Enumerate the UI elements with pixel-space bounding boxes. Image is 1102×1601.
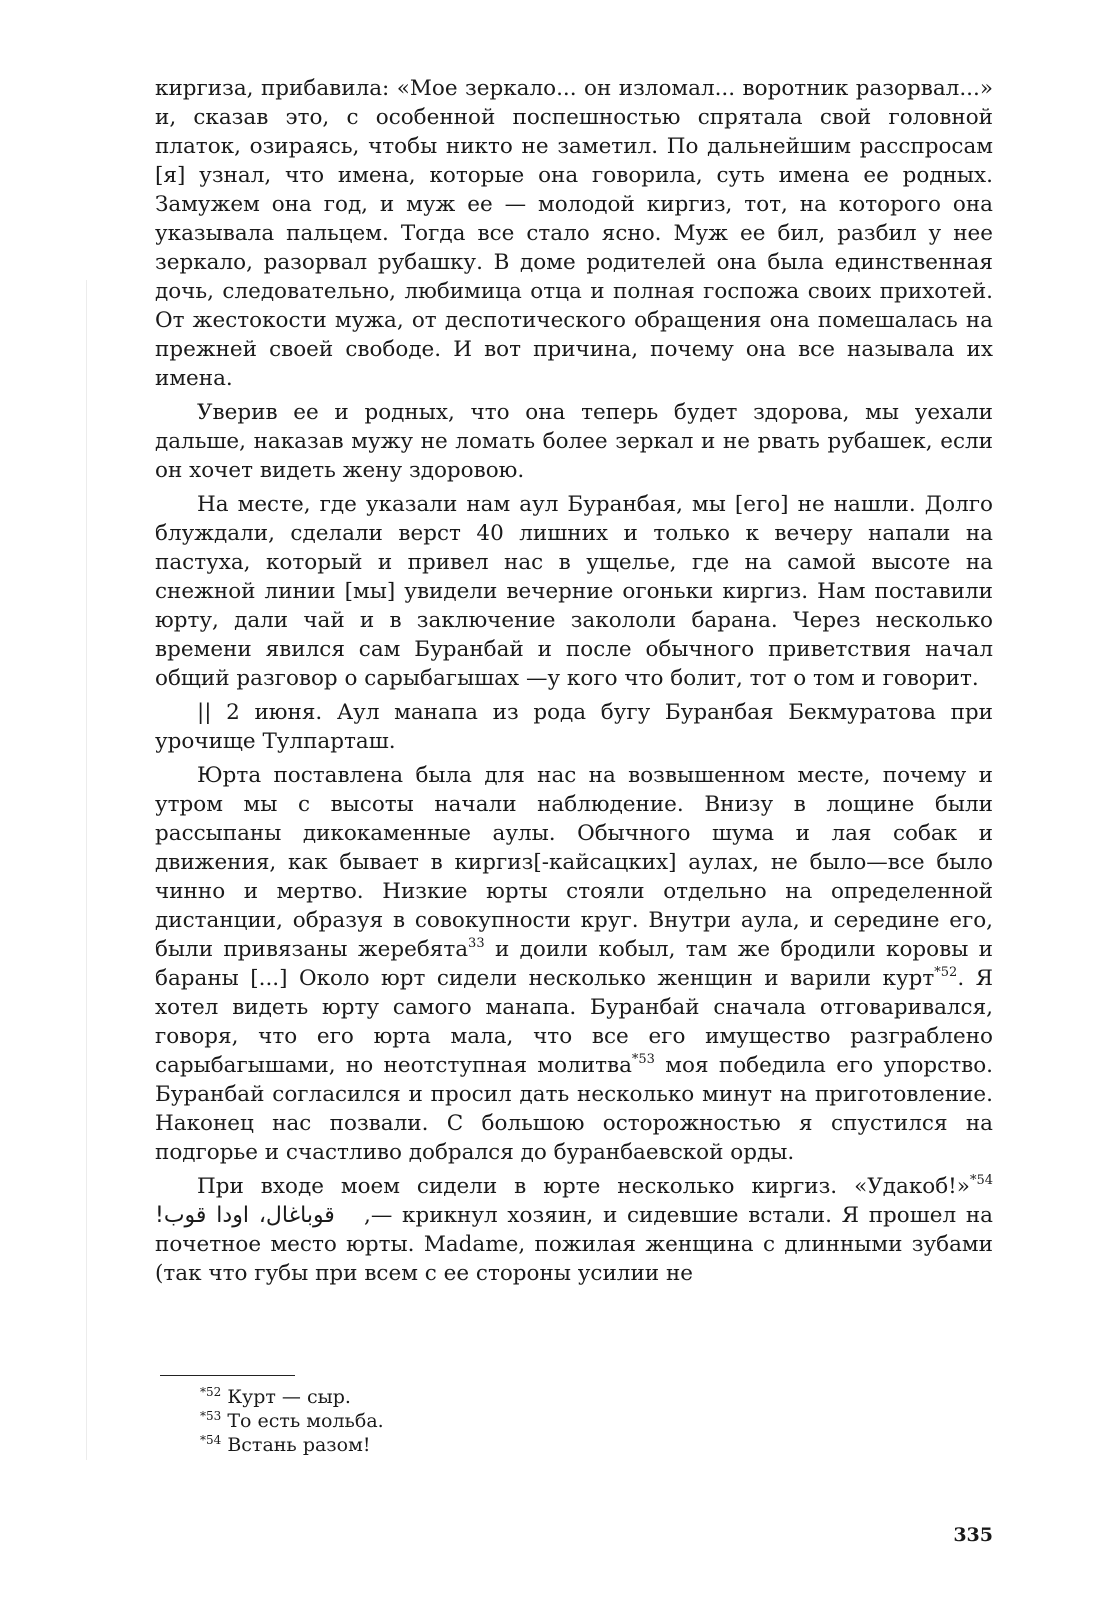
- footnote-54: [200, 1433, 700, 1457]
- paragraph-2: Уверив ее и родных, что она теперь будет здорова, мы уехали дальше, наказав мужу не ломать более зеркал и не рвать рубашек, если он хочет видеть жену здоровою.: [155, 400, 993, 483]
- paragraph-5-part-b: и доили кобыл, там же бродили коровы и бараны [...] Около юрт сидели несколько женщин и варили курт: [155, 937, 993, 991]
- paragraph-6-part-b: ,— крикнул хозяин, и сидевшие встали. Я прошел на почетное место юрты. Madame, пожилая женщина с длинными зубами (так что губы при всем с ее стороны усилии не: [155, 1203, 993, 1286]
- paragraph-1: киргиза, прибавила: «Мое зеркало... он изломал... воротник разорвал...» и, сказав это, с особенной поспешностью спрятала свой головной платок, озираясь, чтобы никто не заметил. По дальнейшим расспросам [я] узнал, что имена, которые она говорила, суть имена ее родных. Замужем она год, и муж ее — молодой киргиз, тот, на которого она указывала пальцем. Тогда все стало ясно. Муж ее бил, разбил у нее зеркало, разорвал рубашку. В доме родителей она была единственная дочь, следовательно, любимица отца и полная госпожа своих прихотей. От жестокости мужа, от деспотического обращения она помешалась на прежней своей свободе. И вот причина, почему она все называла их имена.: [155, 76, 993, 391]
- scan-margin-line: [86, 280, 87, 1460]
- footnote-ref-52: *52: [934, 965, 958, 980]
- paragraph-6-part-a: При входе моем сидели в юрте несколько киргиз. «Удакоб!»: [197, 1174, 970, 1199]
- footnote-52: [200, 1385, 700, 1409]
- paragraph-5-part-c: . Я хотел видеть юрту самого манапа. Буранбай сначала отговаривался, говоря, что его юрта мала, что все его имущество разграблено сарыбагышами, но неотступная молитва: [155, 966, 993, 1078]
- arabic-phrase: قوباغال، اودا قوب!: [155, 1203, 335, 1228]
- footnote-text: Курт — сыр.: [227, 1386, 351, 1408]
- paragraph-5-part-a: Юрта поставлена была для нас на возвышенном месте, почему и утром мы с высоты начали наблюдение. Внизу в лощине были рассыпаны дикокаменные аулы. Обычного шума и лая собак и движения, как бывает в киргиз[-кайсацких] аулах, не было—все было чинно и мертво. Низкие юрты стояли отдельно на определенной дистанции, образуя в совокупности круг. Внутри аула, и середине его, были привязаны жеребята: [155, 763, 993, 962]
- footnote-ref-53: *53: [631, 1052, 655, 1067]
- page-number: 335: [953, 1524, 993, 1546]
- footnote-mark: *54: [200, 1433, 222, 1447]
- footnotes: [200, 1385, 700, 1457]
- paragraph-5: [155, 761, 993, 1167]
- footnote-text: То есть мольба.: [227, 1410, 384, 1432]
- main-text: [155, 74, 993, 1293]
- footnote-53: [200, 1409, 700, 1433]
- paragraph-3: На месте, где указали нам аул Буранбая, мы [его] не нашли. Долго блуждали, сделали верст 40 лишних и только к вечеру напали на пастуха, который и привел нас в ущелье, где на самой высоте на снежной линии [мы] увидели вечерние огоньки киргиз. Нам поставили юрту, дали чай и в заключение закололи барана. Через несколько времени явился сам Буранбай и после обычного приветствия начал общий разговор о сарыбагышах —у кого что болит, тот о том и говорит.: [155, 492, 993, 691]
- paragraph-6: [155, 1172, 993, 1288]
- paragraph-date-heading: || 2 июня. Аул манапа из рода бугу Буранбая Бекмуратова при урочище Тулпарташ.: [155, 700, 993, 754]
- footnote-separator: [160, 1375, 295, 1376]
- footnote-mark: *52: [200, 1385, 222, 1399]
- paragraph-5-part-d: моя победила его упорство. Буранбай согласился и просил дать несколько минут на приготовление. Наконец нас позвали. С большою осторожностью я спустился на подгорье и счастливо добрался до буранбаевской орды.: [155, 1053, 993, 1165]
- footnote-ref-54: *54: [969, 1173, 993, 1188]
- footnote-text: Встань разом!: [227, 1434, 371, 1456]
- endnote-ref-33: 33: [468, 936, 485, 951]
- footnote-mark: *53: [200, 1409, 222, 1423]
